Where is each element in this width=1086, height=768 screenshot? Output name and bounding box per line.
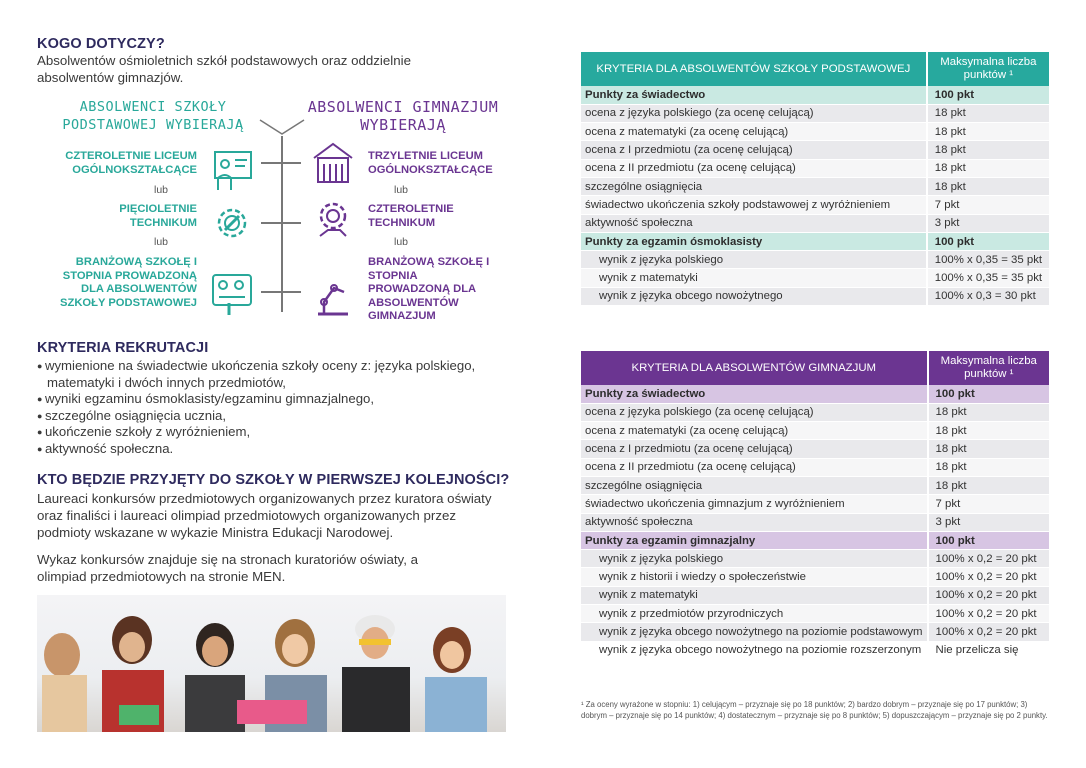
school-choice-diagram <box>37 96 527 328</box>
table-header: KRYTERIA DLA ABSOLWENTÓW GIMNAZJUM <box>581 351 928 385</box>
table-cell: 100 pkt <box>927 232 1049 250</box>
gear-hand-icon <box>310 196 356 242</box>
gymnasium-graduates-title: ABSOLWENCI GIMNAZJUM WYBIERAJĄ <box>307 98 499 134</box>
table-cell: 100 pkt <box>928 385 1049 403</box>
option-lo3: TRZYLETNIE LICEUM OGÓLNOKSZTAŁCĄCE <box>368 150 493 176</box>
option-tech4: CZTEROLETNIE TECHNIKUM <box>368 203 454 229</box>
table-cell: ocena z matematyki (za ocenę celującą) <box>581 422 928 440</box>
table-cell: 100% x 0,35 = 35 pkt <box>927 251 1049 269</box>
table-cell: wynik z języka polskiego <box>581 550 928 568</box>
table-cell: aktywność społeczna <box>581 214 927 232</box>
table-cell: ocena z języka polskiego (za ocenę celującą) <box>581 403 928 421</box>
table-cell: ocena z I przedmiotu (za ocenę celującą) <box>581 141 927 159</box>
gymnasium-criteria-table <box>581 351 1049 660</box>
table-cell: 100% x 0,2 = 20 pkt <box>928 605 1049 623</box>
table-cell: 7 pkt <box>927 196 1049 214</box>
table-cell: 18 pkt <box>928 403 1049 421</box>
table-cell: 18 pkt <box>928 458 1049 476</box>
option-branch-primary: BRANŻOWĄ SZKOŁĘ I STOPNIA PROWADZONĄ DLA ABSOLWENTÓW SZKOŁY PODSTAWOWEJ <box>60 256 197 309</box>
table-cell: 18 pkt <box>928 476 1049 494</box>
or-label: lub <box>154 236 169 248</box>
table-cell: Punkty za egzamin gimnazjalny <box>581 531 928 549</box>
table-cell: 18 pkt <box>928 422 1049 440</box>
list-item: ● szczególne osiągnięcia ucznia, <box>37 408 537 425</box>
table-cell: wynik z języka obcego nowożytnego <box>581 287 927 305</box>
table-cell: 100% x 0,2 = 20 pkt <box>928 550 1049 568</box>
table-cell: 100% x 0,2 = 20 pkt <box>928 623 1049 641</box>
who-text: Absolwentów ośmioletnich szkół podstawowych oraz oddzielnie absolwentów gimnazjów. <box>37 53 411 85</box>
school-building-icon <box>310 140 356 186</box>
list-item: ● ukończenie szkoły z wyróżnieniem, <box>37 424 537 441</box>
control-panel-icon <box>209 271 255 317</box>
table-cell: świadectwo ukończenia gimnazjum z wyróżnieniem <box>581 495 928 513</box>
table-cell: ocena z II przedmiotu (za ocenę celującą) <box>581 458 928 476</box>
table-cell: świadectwo ukończenia szkoły podstawowej z wyróżnieniem <box>581 196 927 214</box>
table-cell: 3 pkt <box>928 513 1049 531</box>
table-cell: szczególne osiągnięcia <box>581 476 928 494</box>
who-title: KOGO DOTYCZY? <box>37 36 165 52</box>
list-item: ● wymienione na świadectwie ukończenia szkoły oceny z: języka polskiego, matematyki i dwóch innych przedmiotów, <box>37 358 507 391</box>
table-cell: 18 pkt <box>927 159 1049 177</box>
table-cell: 18 pkt <box>928 440 1049 458</box>
priority-text: Laureaci konkursów przedmiotowych organizowanych przez kuratora oświaty oraz finaliści i laureaci olimpiad przedmiotowych organizowanych przez podmioty wskazane w wykazie Ministra Edukacji Narodowej. <box>37 491 492 540</box>
table-cell: wynik z języka obcego nowożytnego na poziomie rozszerzonym <box>581 641 928 659</box>
table-cell: Punkty za świadectwo <box>581 385 928 403</box>
table-cell: 100% x 0,3 = 30 pkt <box>927 287 1049 305</box>
table-cell: Nie przelicza się <box>928 641 1049 659</box>
teacher-board-icon <box>209 148 255 194</box>
table-cell: 18 pkt <box>927 177 1049 195</box>
recruitment-criteria <box>37 340 537 457</box>
table-header: KRYTERIA DLA ABSOLWENTÓW SZKOŁY PODSTAWOWEJ <box>581 52 927 86</box>
table-cell: wynik z matematyki <box>581 269 927 287</box>
table-cell: szczególne osiągnięcia <box>581 177 927 195</box>
table-cell: 100% x 0,2 = 20 pkt <box>928 568 1049 586</box>
table-cell: wynik z historii i wiedzy o społeczeństwie <box>581 568 928 586</box>
table-cell: 18 pkt <box>927 123 1049 141</box>
table-cell: ocena z II przedmiotu (za ocenę celującą) <box>581 159 927 177</box>
primary-graduates-title: ABSOLWENCI SZKOŁY PODSTAWOWEJ WYBIERAJĄ <box>62 99 244 133</box>
table-cell: 100 pkt <box>927 86 1049 104</box>
table-cell: wynik z przedmiotów przyrodniczych <box>581 605 928 623</box>
table-cell: 7 pkt <box>928 495 1049 513</box>
table-cell: ocena z I przedmiotu (za ocenę celującą) <box>581 440 928 458</box>
students-photo <box>37 595 506 732</box>
option-tech5: PIĘCIOLETNIE TECHNIKUM <box>119 203 197 229</box>
table-cell: 100% x 0,35 = 35 pkt <box>927 269 1049 287</box>
connector-fork <box>252 118 312 138</box>
table-cell: 18 pkt <box>927 104 1049 122</box>
or-label: lub <box>154 184 169 196</box>
list-item: ● aktywność społeczna. <box>37 441 537 458</box>
table-cell: ocena z matematyki (za ocenę celującą) <box>581 123 927 141</box>
table-cell: ocena z języka polskiego (za ocenę celującą) <box>581 104 927 122</box>
table-cell: Punkty za egzamin ósmoklasisty <box>581 232 927 250</box>
criteria-list <box>37 358 537 457</box>
students-illustration <box>37 595 506 732</box>
list-item: ● wyniki egzaminu ósmoklasisty/egzaminu gimnazjalnego, <box>37 391 537 408</box>
option-branch-gym: BRANŻOWĄ SZKOŁĘ I STOPNIA PROWADZONĄ DLA ABSOLWENTÓW GIMNAZJUM <box>368 256 490 322</box>
option-lo4: CZTEROLETNIE LICEUM OGÓLNOKSZTAŁCĄCE <box>65 150 197 176</box>
gear-wrench-icon <box>209 200 255 246</box>
primary-school-criteria-table <box>581 52 1049 306</box>
table-header: Maksymalna liczba punktów ¹ <box>927 52 1049 86</box>
footnote: ¹ Za oceny wyrażone w stopniu: 1) celującym – przyznaje się po 18 punktów; 2) bardzo dobrym – przyznaje się po 17 punktów; 3) dobrym – przyznaje się po 14 punktów; 4) dostatecznym – przyznaje się po 8 punktów; 5) dopuszczającym – przyznaje się po 2 punkty. <box>581 700 1048 720</box>
or-label: lub <box>394 184 409 196</box>
criteria-title: KRYTERIA REKRUTACJI <box>37 340 209 356</box>
table-cell: wynik z matematyki <box>581 586 928 604</box>
table-header: Maksymalna liczba punktów ¹ <box>928 351 1049 385</box>
table-cell: aktywność społeczna <box>581 513 928 531</box>
table-cell: 3 pkt <box>927 214 1049 232</box>
table-cell: Punkty za świadectwo <box>581 86 927 104</box>
robotic-arm-icon <box>310 274 356 320</box>
table-cell: 18 pkt <box>927 141 1049 159</box>
or-label: lub <box>394 236 409 248</box>
table-cell: 100% x 0,2 = 20 pkt <box>928 586 1049 604</box>
priority-title: KTO BĘDZIE PRZYJĘTY DO SZKOŁY W PIERWSZEJ KOLEJNOŚCI? <box>37 472 510 488</box>
priority-text-2: Wykaz konkursów znajduje się na stronach kuratoriów oświaty, a olimpiad przedmiotowych na stronie MEN. <box>37 552 418 584</box>
who-section <box>37 36 527 86</box>
priority-section <box>37 472 537 585</box>
table-cell: wynik z języka polskiego <box>581 251 927 269</box>
table-cell: 100 pkt <box>928 531 1049 549</box>
table-cell: wynik z języka obcego nowożytnego na poziomie podstawowym <box>581 623 928 641</box>
